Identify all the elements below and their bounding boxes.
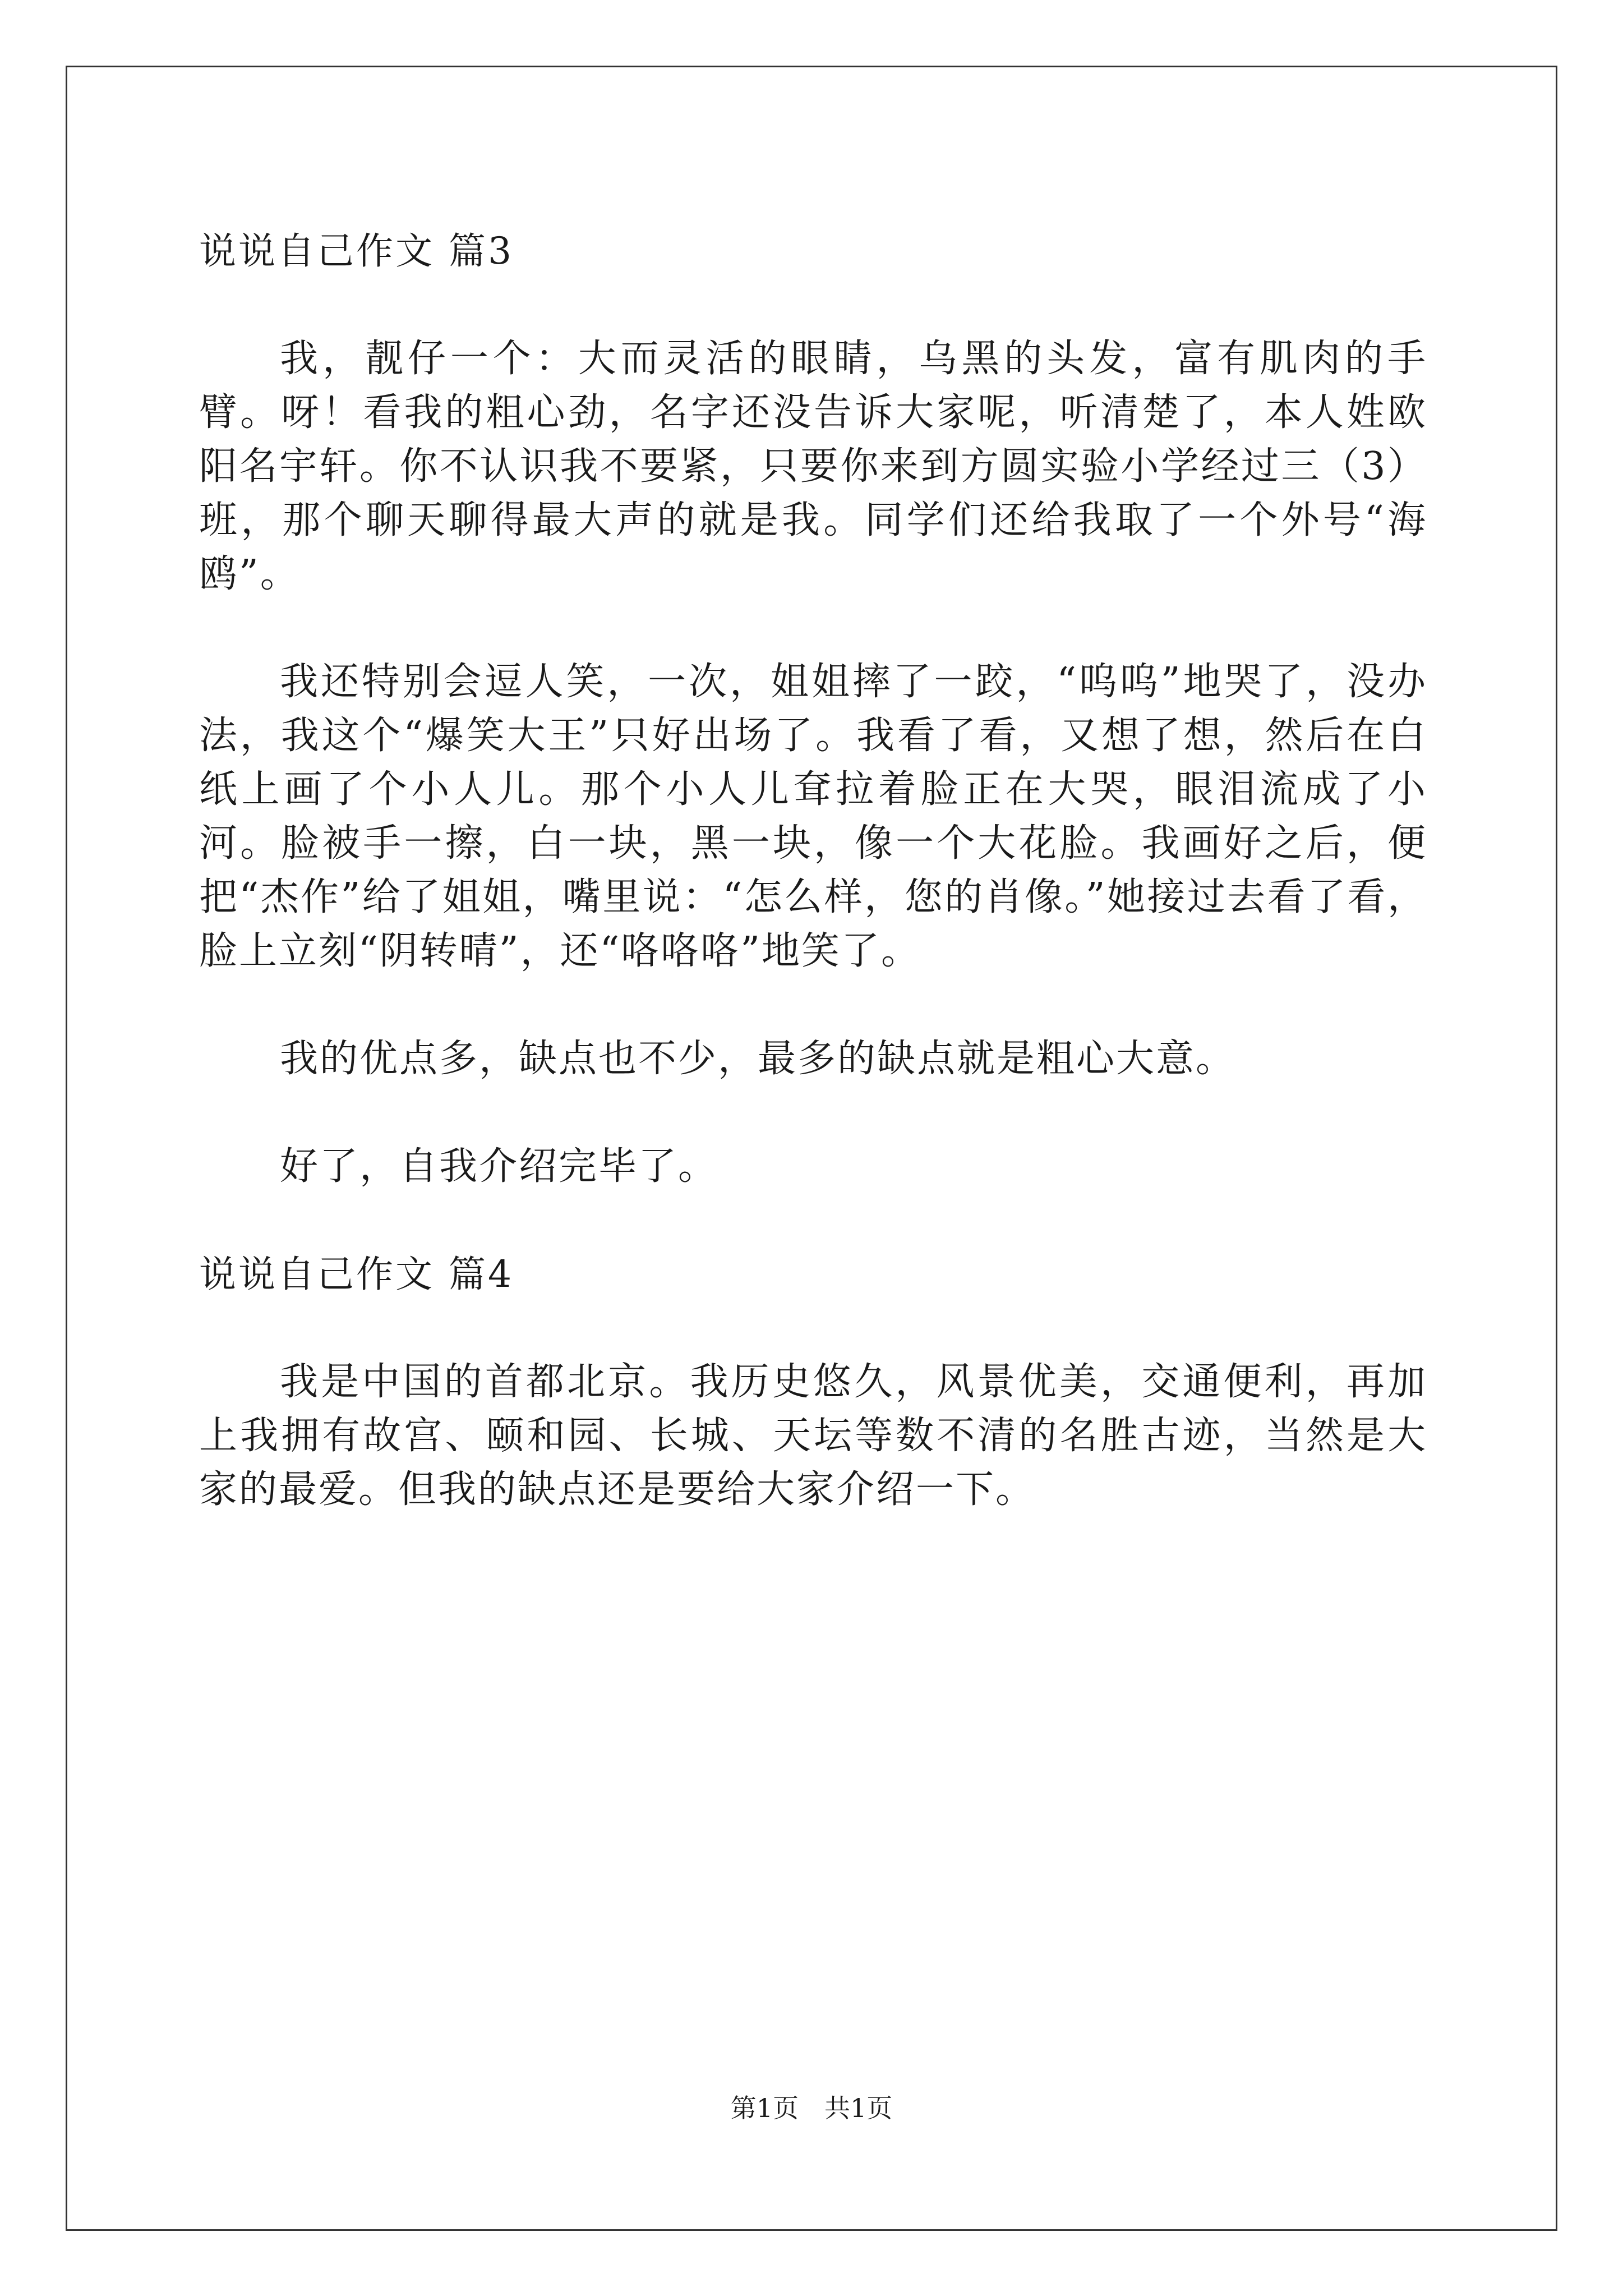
section-heading: 说说自己作文 篇4 <box>199 1253 514 1296</box>
section-heading: 说说自己作文 篇3 <box>199 229 514 273</box>
paragraph: 我的优点多，缺点也不少，最多的缺点就是粗心大意。 <box>280 1037 1236 1081</box>
document-body <box>199 224 1427 1571</box>
paragraph: 我，靓仔一个：大而灵活的眼睛，乌黑的头发，富有肌肉的手臂。呀！看我的粗心劲，名字还没告诉大家呢，听清楚了，本人姓欧阳名宇轩。你不认识我不要紧，只要你来到方圆实验小学经过三（3）班，那个聊天聊得最大声的就是我。同学们还给我取了一个外号“海鸥”。 <box>199 337 1427 596</box>
paragraph: 我还特别会逗人笑，一次，姐姐摔了一跤，“呜呜”地哭了，没办法，我这个“爆笑大王”只好出场了。我看了看，又想了想，然后在白纸上画了个小人儿。那个小人儿耷拉着脸正在大哭，眼泪流成了小河。脸被手一擦，白一块，黑一块，像一个大花脸。我画好之后，便把“杰作”给了姐姐，嘴里说：“怎么样，您的肖像。”她接过去看了看，脸上立刻“阴转晴”，还“咯咯咯”地笑了。 <box>199 660 1427 973</box>
page-number: 第1页 共1页 <box>730 2093 893 2123</box>
paragraph: 我是中国的首都北京。我历史悠久，风景优美，交通便利，再加上我拥有故宫、颐和园、长城、天坛等数不清的名胜古迹，当然是大家的最爱。但我的缺点还是要给大家介绍一下。 <box>199 1360 1427 1512</box>
paragraph: 好了，自我介绍完毕了。 <box>280 1144 718 1189</box>
